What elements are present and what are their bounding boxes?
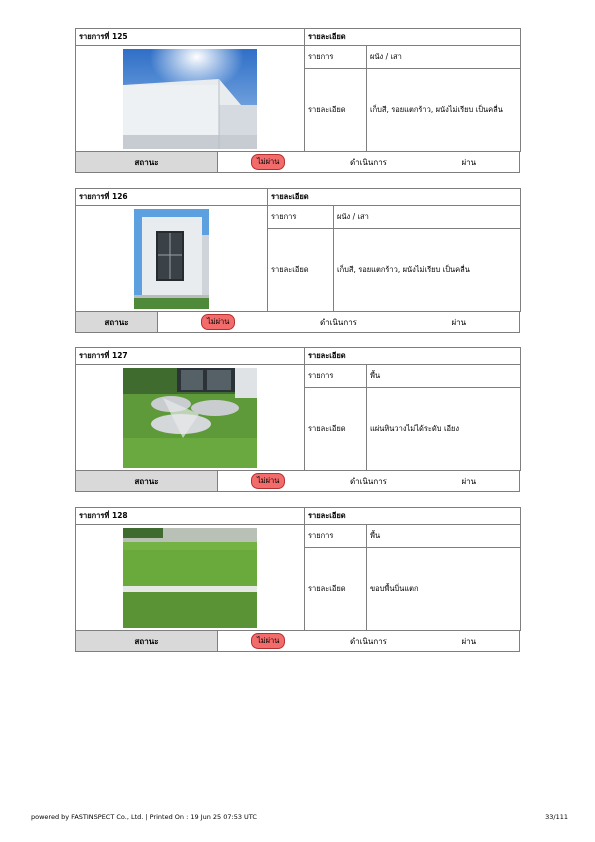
fail-badge: ไม่ผ่าน (251, 473, 285, 489)
fail-badge: ไม่ผ่าน (251, 154, 285, 170)
item-label: รายการ (268, 206, 334, 229)
item-number: รายการที่ 128 (76, 508, 305, 525)
photo-cell (76, 46, 305, 152)
status-label: สถานะ (76, 471, 218, 491)
page-number: 33/111 (545, 813, 568, 821)
photo-wall-window[interactable] (134, 209, 209, 309)
photo-cell (76, 525, 305, 631)
status-pass-option[interactable]: ผ่าน (461, 636, 477, 646)
item-table (75, 28, 521, 152)
detail-value: แผ่นหินวางไม่ได้ระดับ เอียง (367, 388, 521, 471)
item-label: รายการ (305, 46, 367, 69)
status-row (75, 471, 520, 492)
item-value: ผนัง / เสา (334, 206, 521, 229)
status-label: สถานะ (76, 152, 218, 172)
item-number: รายการที่ 125 (76, 29, 305, 46)
inspection-item-125 (75, 28, 520, 173)
status-row (75, 312, 520, 333)
detail-header: รายละเอียด (305, 348, 521, 365)
item-value: ผนัง / เสา (367, 46, 521, 69)
detail-header: รายละเอียด (305, 29, 521, 46)
status-row (75, 152, 520, 173)
status-inprogress-option[interactable]: ดำเนินการ (349, 476, 387, 486)
inspection-item-128 (75, 507, 520, 652)
status-label: สถานะ (76, 312, 158, 332)
inspection-item-127 (75, 347, 520, 492)
status-inprogress-option[interactable]: ดำเนินการ (349, 157, 387, 167)
photo-wall[interactable] (123, 49, 257, 149)
item-number: รายการที่ 127 (76, 348, 305, 365)
status-pass-option[interactable]: ผ่าน (451, 317, 467, 327)
status-row (75, 631, 520, 652)
footer-printed-info: powered by FASTINSPECT Co., Ltd. | Printed On : 19 Jun 25 07:53 UTC (31, 813, 257, 821)
detail-value: ขอบพื้นบิ่นแตก (367, 548, 521, 631)
photo-stepping-stones[interactable] (123, 368, 257, 468)
detail-value: เก็บสี, รอยแตกร้าว, ผนังไม่เรียบ เป็นคลื่น (334, 229, 521, 312)
status-pass-option[interactable]: ผ่าน (461, 476, 477, 486)
fail-badge: ไม่ผ่าน (251, 633, 285, 649)
item-number: รายการที่ 126 (76, 189, 268, 206)
detail-label: รายละเอียด (268, 229, 334, 312)
status-fail-option[interactable] (218, 631, 318, 651)
detail-label: รายละเอียด (305, 69, 367, 152)
detail-label: รายละเอียด (305, 388, 367, 471)
status-label: สถานะ (76, 631, 218, 651)
detail-value: เก็บสี, รอยแตกร้าว, ผนังไม่เรียบ เป็นคลื่น (367, 69, 521, 152)
status-fail-option[interactable] (218, 152, 318, 172)
item-label: รายการ (305, 525, 367, 548)
item-table (75, 507, 521, 631)
photo-lawn-edge[interactable] (123, 528, 257, 628)
photo-cell (76, 365, 305, 471)
status-fail-option[interactable] (158, 312, 278, 332)
photo-cell (76, 206, 268, 312)
status-inprogress-option[interactable]: ดำเนินการ (349, 636, 387, 646)
item-table (75, 188, 521, 312)
status-inprogress-option[interactable]: ดำเนินการ (319, 317, 357, 327)
status-pass-option[interactable]: ผ่าน (461, 157, 477, 167)
item-value: พื้น (367, 525, 521, 548)
fail-badge: ไม่ผ่าน (201, 314, 235, 330)
detail-header: รายละเอียด (268, 189, 521, 206)
item-table (75, 347, 521, 471)
inspection-item-126 (75, 188, 520, 333)
detail-header: รายละเอียด (305, 508, 521, 525)
item-value: พื้น (367, 365, 521, 388)
detail-label: รายละเอียด (305, 548, 367, 631)
status-fail-option[interactable] (218, 471, 318, 491)
item-label: รายการ (305, 365, 367, 388)
